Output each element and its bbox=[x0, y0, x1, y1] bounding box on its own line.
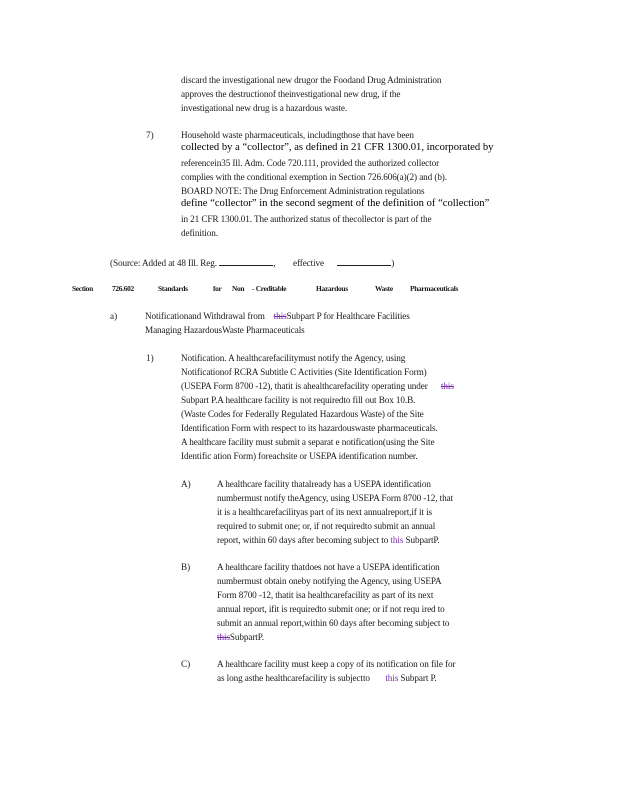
text-line: Subpart P.A healthcare facility is not requiredto fill out Box 10.B. bbox=[181, 395, 416, 405]
section-title-word: - Creditable bbox=[252, 284, 287, 293]
text-line: Notification. A healthcarefacilitymust notify the Agency, using bbox=[181, 353, 406, 363]
item-marker: 7) bbox=[146, 130, 154, 140]
source-effective-label: effective bbox=[292, 258, 325, 268]
text-line: required to submit one; or, if not requiredto submit an annual bbox=[217, 521, 436, 531]
text-line: Household waste pharmaceuticals, includingthose that have been bbox=[181, 130, 414, 140]
inserted-text-line: define “collector” in the second segment of the definition of “collection” bbox=[181, 198, 490, 209]
section-title-word: Pharmaceuticals bbox=[410, 284, 459, 293]
text-line bbox=[181, 380, 454, 392]
text-line: numbermust notify theAgency, using USEPA Form 8700 -12, that bbox=[217, 493, 454, 503]
section-title-word: Waste bbox=[375, 284, 393, 293]
deleted-text: this bbox=[217, 632, 230, 642]
inserted-text-line: collected by a “collector”, as defined in 21 CFR 1300.01, incorporated by bbox=[181, 142, 494, 153]
text-line: submit an annual report,within 60 days after becoming subject to bbox=[217, 618, 450, 628]
deleted-text: this bbox=[273, 311, 287, 321]
item-marker: C) bbox=[181, 659, 191, 669]
text-line: complies with the conditional exemption in Section 726.606(a)(2) and (b). bbox=[181, 172, 447, 182]
item-marker: a) bbox=[110, 311, 118, 321]
item-marker: 1) bbox=[146, 353, 154, 363]
source-prefix: (Source: Added at 48 Ill. Reg. bbox=[110, 258, 217, 268]
text-line: annual report, ifit is requiredto submit one; or if not requ ired to bbox=[217, 604, 445, 614]
text-line: investigational new drug is a hazardous waste. bbox=[181, 103, 348, 113]
text-segment: Subpart P for Healthcare Facilities bbox=[286, 311, 410, 321]
text-line bbox=[217, 534, 440, 546]
section-title-word: Standards bbox=[158, 284, 188, 293]
text-line: referencein35 Ill. Adm. Code 720.111, provided the authorized collector bbox=[181, 158, 440, 168]
text-line: (Waste Codes for Federally Regulated Hazardous Waste) of the Site bbox=[181, 409, 424, 419]
deleted-text: this bbox=[440, 381, 454, 391]
inserted-text: this bbox=[390, 535, 404, 545]
item-marker: B) bbox=[181, 562, 191, 572]
text-line: in 21 CFR 1300.01. The authorized status of thecollector is part of the bbox=[181, 214, 432, 224]
text-line bbox=[217, 631, 264, 643]
text-line: Identific ation Form) foreachsite or USEPA identification number. bbox=[181, 451, 418, 461]
effective-date-blank bbox=[337, 256, 391, 266]
text-line: it is a healthcarefacilityas part of its next annualreport,if it is bbox=[217, 507, 432, 517]
text-line: A healthcare facility must submit a separat e notification(using the Site bbox=[181, 437, 435, 447]
source-note bbox=[110, 256, 394, 269]
section-title-word: Hazardous bbox=[316, 284, 348, 293]
item-marker: A) bbox=[181, 479, 191, 489]
text-segment: (USEPA Form 8700 -12), thatit is ahealthcarefacility operating under bbox=[181, 381, 428, 391]
source-comma: , bbox=[273, 258, 276, 268]
text-segment: Subpart P. bbox=[400, 673, 437, 683]
text-line: approves the destructionof theinvestigational new drug, if the bbox=[181, 89, 401, 99]
text-line: A healthcare facility thatalready has a USEPA identification bbox=[217, 479, 431, 489]
text-segment: SubpartP. bbox=[405, 535, 440, 545]
text-line bbox=[145, 310, 410, 322]
section-label: Section bbox=[72, 284, 93, 293]
text-line: A healthcare facility thatdoes not have a USEPA identification bbox=[217, 562, 440, 572]
date-blank bbox=[219, 256, 276, 268]
text-line: Form 8700 -12, thatit isa healthcarefacility as part of its next bbox=[217, 590, 434, 600]
text-line: numbermust obtain oneby notifying the Agency, using USEPA bbox=[217, 576, 442, 586]
text-segment: SubpartP. bbox=[229, 632, 264, 642]
text-segment: as long asthe healthcarefacility is subjectto bbox=[217, 673, 370, 683]
text-segment: report, within 60 days after becoming subject to bbox=[217, 535, 389, 545]
text-line: A healthcare facility must keep a copy of its notification on file for bbox=[217, 659, 456, 669]
text-line: Identification Form with respect to its hazardouswaste pharmaceuticals. bbox=[181, 423, 438, 433]
text-line: Notificationof RCRA Subtitle C Activities (Site Identification Form) bbox=[181, 367, 427, 377]
section-number: 726.602 bbox=[112, 284, 134, 293]
section-title-word: for bbox=[213, 284, 222, 293]
source-close: ) bbox=[391, 258, 395, 268]
text-line bbox=[217, 672, 437, 684]
inserted-text: this bbox=[385, 673, 399, 683]
section-title-word: Non bbox=[232, 284, 245, 293]
text-line: definition. bbox=[181, 228, 218, 238]
text-line: discard the investigational new drugor the Foodand Drug Administration bbox=[181, 75, 442, 85]
text-segment: Notificationand Withdrawal from bbox=[145, 311, 265, 321]
text-line: Managing HazardousWaste Pharmaceuticals bbox=[145, 325, 305, 335]
text-line: BOARD NOTE: The Drug Enforcement Administration regulations bbox=[181, 186, 425, 196]
